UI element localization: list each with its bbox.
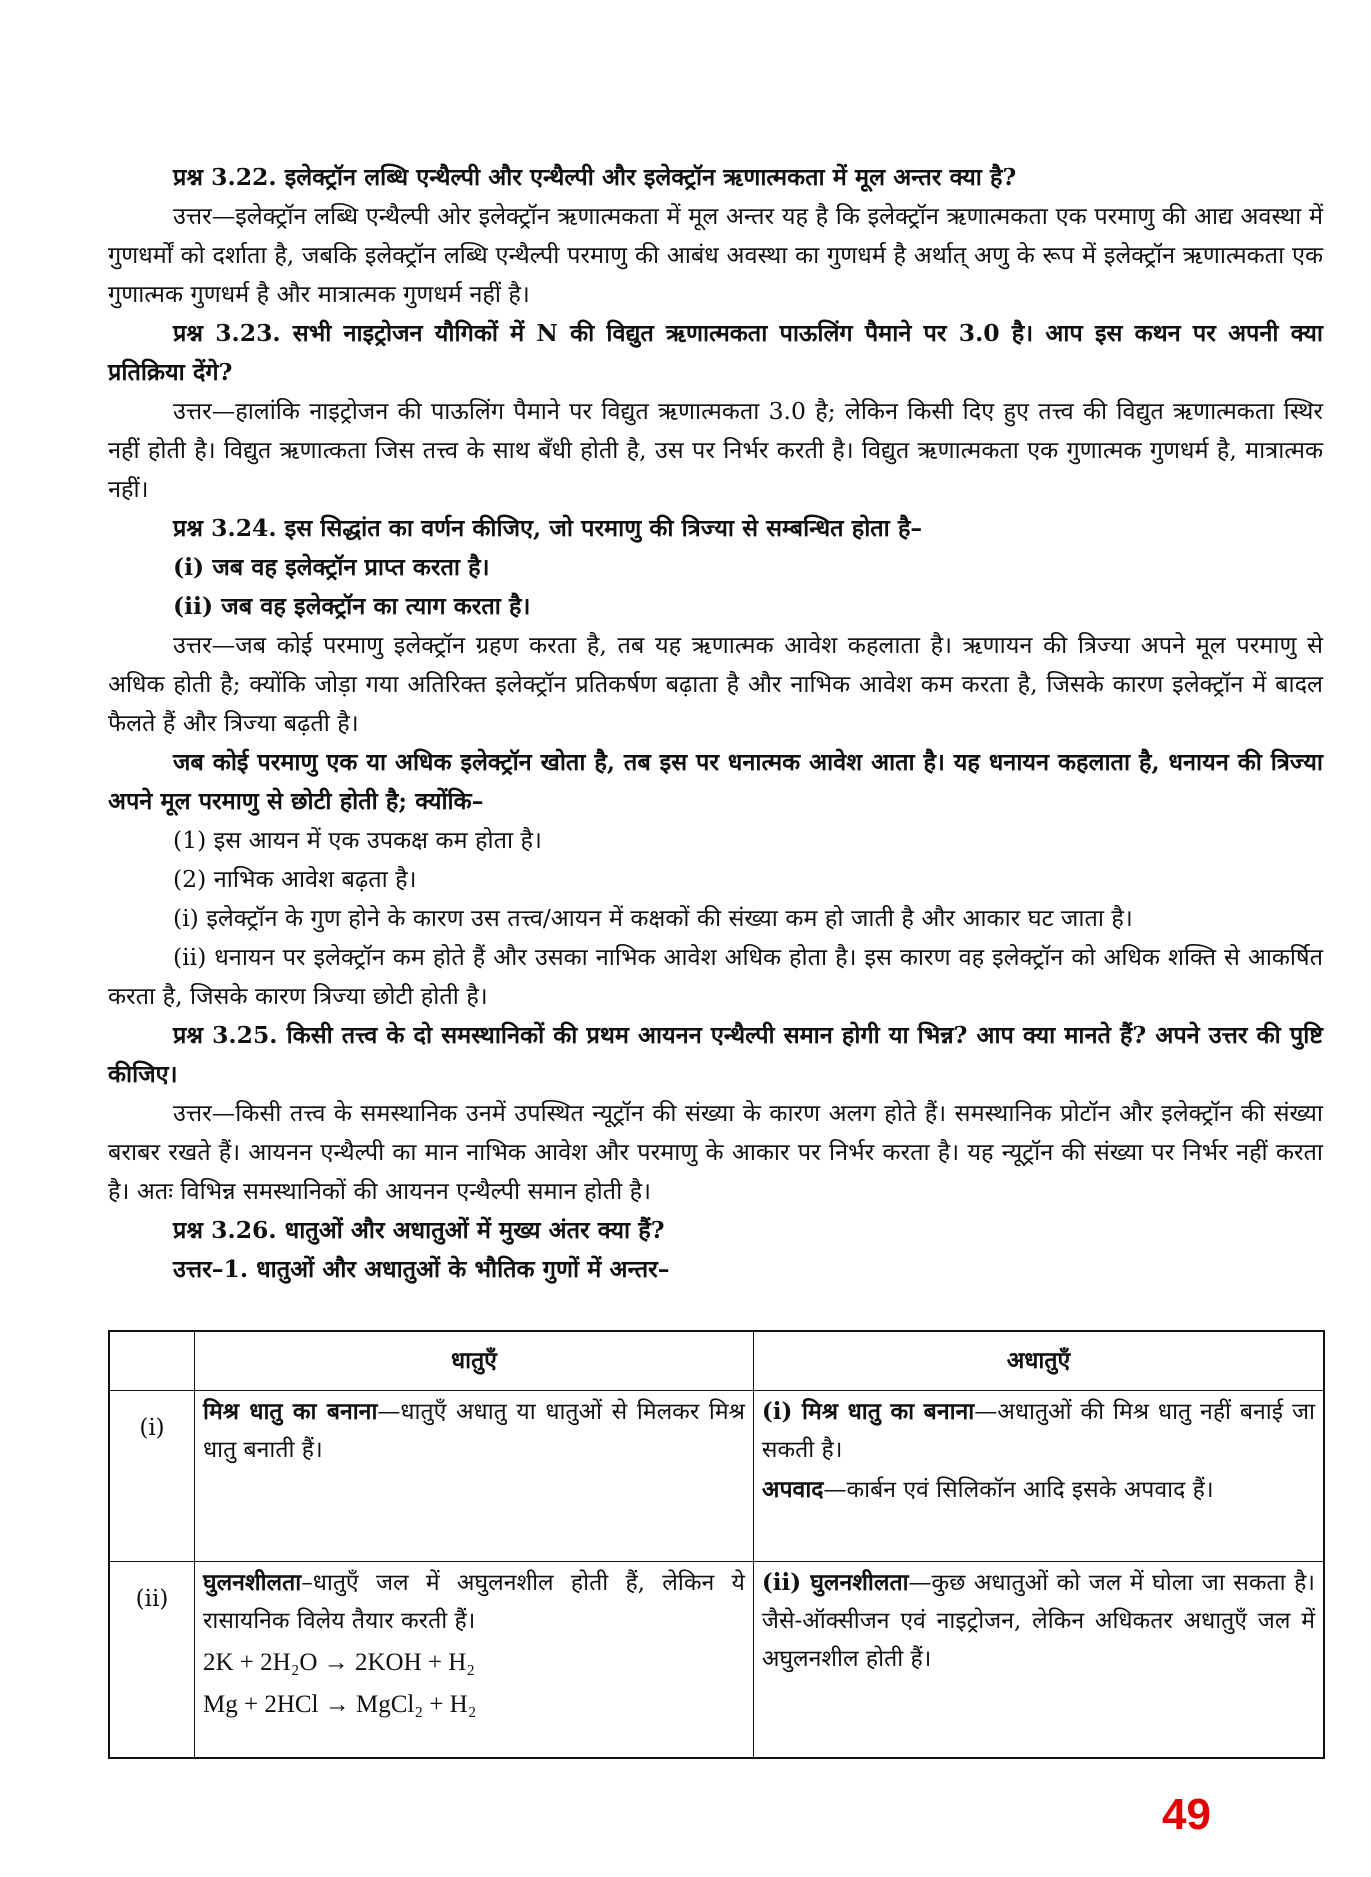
metal-nonmetal-table bbox=[108, 1330, 1325, 1759]
equation-2: Mg + 2HCl → MgCl₂ + H₂ bbox=[203, 1691, 477, 1718]
question-paragraph: प्रश्न 3.22. इलेक्ट्रॉन लब्धि एन्थैल्पी और एन्थैल्पी और इलेक्ट्रॉन ऋणात्मकता में मूल अन्तर क्या है? bbox=[173, 163, 1017, 191]
nonmetal-text: —कुछ अधातुओं को जल में घोला जा सकता है। जैसे-ऑक्सीजन एवं नाइट्रोजन, लेकिन अधिकतर अधातुएँ जल में अघुलनशील होती हैं। bbox=[761, 1570, 1315, 1672]
equation-1: 2K + 2H₂O → 2KOH + H₂ bbox=[203, 1649, 476, 1676]
question-paragraph: प्रश्न 3.24. इस सिद्धांत का वर्णन कीजिए, जो परमाणु की त्रिज्या से सम्बन्धित होता है– bbox=[173, 514, 923, 542]
row-number: (i) bbox=[109, 1391, 195, 1562]
question-paragraph: जब कोई परमाणु एक या अधिक इलेक्ट्रॉन खोता है, तब इस पर धनात्मक आवेश आता है। यह धनायन कहलाता है, धनायन की त्रिज्या अपने मूल परमाणु से छोटी होती है; क्योंकि– bbox=[108, 748, 1323, 815]
page-body bbox=[108, 158, 1323, 1289]
metal-cell bbox=[195, 1391, 754, 1562]
sub-item: (1) इस आयन में एक उपकक्ष कम होता है। bbox=[173, 826, 542, 854]
metal-text: –धातुएँ जल में अघुलनशील होती हैं, लेकिन ये रासायनिक विलेय तैयार करती हैं। bbox=[203, 1570, 745, 1634]
metal-cell bbox=[195, 1562, 754, 1759]
question-paragraph: प्रश्न 3.23. सभी नाइट्रोजन यौगिकों में N की विद्युत ऋणात्मकता पाऊलिंग पैमाने पर 3.0 है। आप इस कथन पर अपनी क्या प्रतिक्रिया देंगे? bbox=[108, 319, 1323, 386]
table-header-num bbox=[109, 1331, 195, 1391]
metal-label: घुलनशीलता bbox=[203, 1569, 302, 1596]
page-number: 49 bbox=[1162, 1790, 1211, 1839]
nonmetal-label: (ii) घुलनशीलता bbox=[761, 1569, 909, 1596]
exception-text: —कार्बन एवं सिलिकॉन आदि इसके अपवाद हैं। bbox=[823, 1477, 1214, 1503]
table-header-nonmetals: अधातुएँ bbox=[753, 1331, 1324, 1391]
sub-item: (ii) जब वह इलेक्ट्रॉन का त्याग करता है। bbox=[173, 592, 531, 620]
nonmetal-cell bbox=[753, 1391, 1324, 1562]
table-header-metals: धातुएँ bbox=[195, 1331, 754, 1391]
table-row bbox=[109, 1391, 1324, 1562]
answer-paragraph: उत्तर—हालांकि नाइट्रोजन की पाऊलिंग पैमाने पर विद्युत ऋणात्मकता 3.0 है; लेकिन किसी दिए हुए तत्त्व की विद्युत ऋणात्मकता स्थिर नहीं होती है। विद्युत ऋणात्कता जिस तत्त्व के साथ बँधी होती है, उस पर निर्भर करती है। विद्युत ऋणात्मकता एक गुणात्मक गुणधर्म है, मात्रात्मक नहीं। bbox=[108, 397, 1323, 503]
metal-label: मिश्र धातु का बनाना bbox=[203, 1398, 378, 1425]
exception-line bbox=[762, 1471, 1315, 1509]
answer-paragraph: उत्तर—जब कोई परमाणु इलेक्ट्रॉन ग्रहण करता है, तब यह ऋणात्मक आवेश कहलाता है। ऋणायन की त्रिज्या अपने मूल परमाणु से अधिक होती है; क्योंकि जोड़ा गया अतिरिक्त इलेक्ट्रॉन प्रतिकर्षण बढ़ाता है और नाभिक आवेश कम करता है, जिसके कारण इलेक्ट्रॉन में बादल फैलते हैं और त्रिज्या बढ़ती है। bbox=[108, 631, 1323, 737]
answer-paragraph: (i) इलेक्ट्रॉन के गुण होने के कारण उस तत्त्व/आयन में कक्षकों की संख्या कम हो जाती है और आकार घट जाता है। bbox=[173, 904, 1133, 932]
metal-text: —धातुएँ अधातु या धातुओं से मिलकर मिश्र धातु बनाती हैं। bbox=[203, 1399, 745, 1463]
question-paragraph: प्रश्न 3.25. किसी तत्त्व के दो समस्थानिकों की प्रथम आयनन एन्थैल्पी समान होगी या भिन्न? आप क्या मानते हैं? अपने उत्तर की पुष्टि कीजिए। bbox=[108, 1021, 1323, 1088]
sub-item: (2) नाभिक आवेश बढ़ता है। bbox=[173, 865, 417, 893]
answer-paragraph: (ii) धनायन पर इलेक्ट्रॉन कम होते हैं और उसका नाभिक आवेश अधिक होता है। इस कारण वह इलेक्ट्रॉन को अधिक शक्ति से आकर्षित करता है, जिसके कारण त्रिज्या छोटी होती है। bbox=[108, 943, 1323, 1010]
row-number: (ii) bbox=[109, 1562, 195, 1759]
question-paragraph: प्रश्न 3.26. धातुओं और अधातुओं में मुख्य अंतर क्या हैं? bbox=[173, 1216, 665, 1244]
table-row bbox=[109, 1562, 1324, 1759]
nonmetal-label: (i) मिश्र धातु का बनाना bbox=[761, 1398, 975, 1425]
question-paragraph: उत्तर–1. धातुओं और अधातुओं के भौतिक गुणों में अन्तर– bbox=[173, 1255, 670, 1283]
sub-item: (i) जब वह इलेक्ट्रॉन प्राप्त करता है। bbox=[173, 553, 490, 581]
answer-paragraph: उत्तर—किसी तत्त्व के समस्थानिक उनमें उपस्थित न्यूट्रॉन की संख्या के कारण अलग होते हैं। समस्थानिक प्रोटॉन और इलेक्ट्रॉन की संख्या बराबर रखते हैं। आयनन एन्थैल्पी का मान नाभिक आवेश और परमाणु के आकार पर निर्भर करता है। यह न्यूट्रॉन की संख्या पर निर्भर नहीं करता है। अतः विभिन्न समस्थानिकों की आयनन एन्थैल्पी समान होती है। bbox=[108, 1099, 1323, 1205]
table-header-row bbox=[109, 1331, 1324, 1391]
exception-label: अपवाद bbox=[761, 1476, 824, 1503]
nonmetal-text: —अधातुओं की मिश्र धातु नहीं बनाई जा सकती है। bbox=[761, 1399, 1316, 1463]
nonmetal-cell bbox=[753, 1562, 1324, 1759]
answer-paragraph: उत्तर—इलेक्ट्रॉन लब्धि एन्थैल्पी ओर इलेक्ट्रॉन ऋणात्मकता में मूल अन्तर यह है कि इलेक्ट्रॉन ऋणात्मकता एक परमाणु की आद्य अवस्था में गुणधर्मों को दर्शाता है, जबकि इलेक्ट्रॉन लब्धि एन्थैल्पी परमाणु की आबंध अवस्था का गुणधर्म है अर्थात् अणु के रूप में इलेक्ट्रॉन ऋणात्मकता एक गुणात्मक गुणधर्म है और मात्रात्मक गुणधर्म नहीं है। bbox=[108, 202, 1323, 308]
